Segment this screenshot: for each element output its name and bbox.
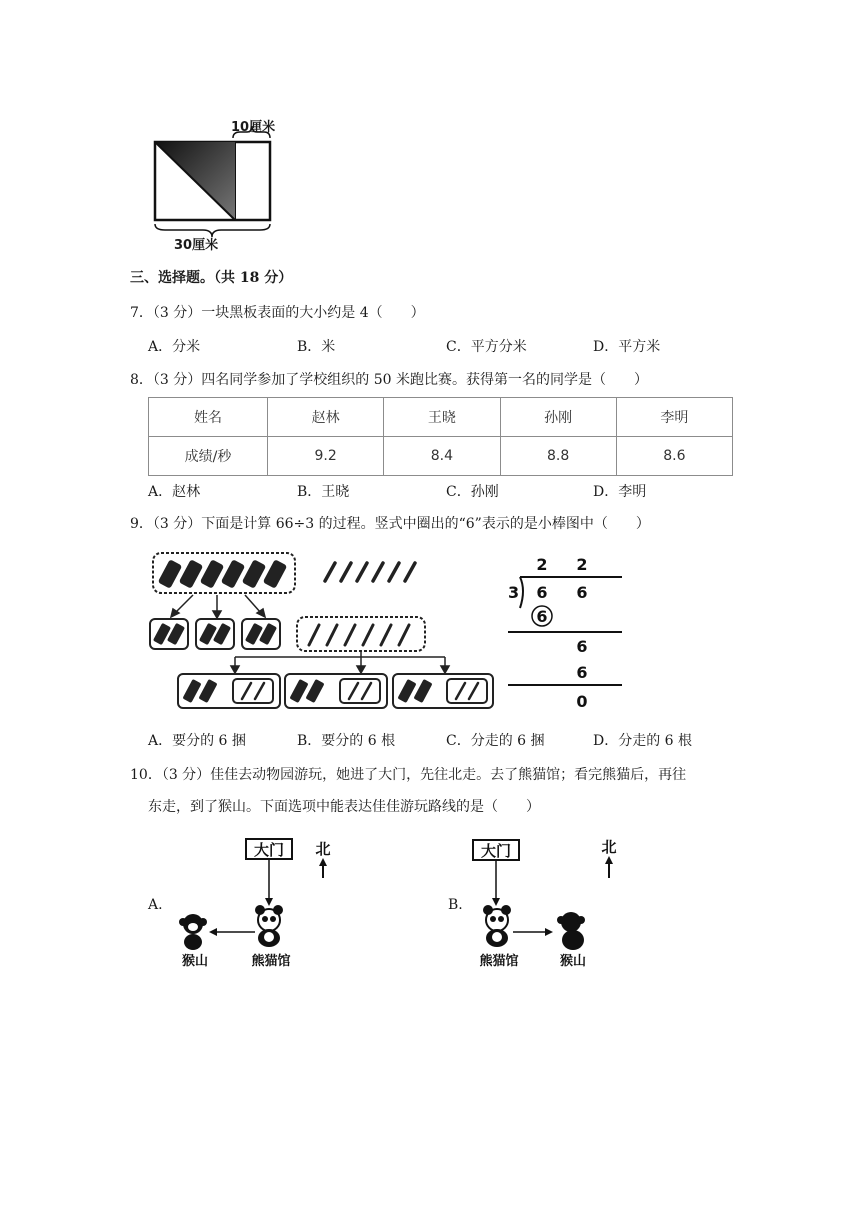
q10-option-a-letter[interactable]: A. (148, 897, 163, 913)
table-row (149, 437, 733, 476)
north-label: 北 (315, 840, 331, 858)
table-cell: 孙刚 (500, 398, 616, 437)
dividend-digit: 6 (536, 583, 548, 602)
q9-option-b[interactable]: B．要分的 6 根 (297, 733, 396, 749)
panda-label: 熊猫馆 (479, 954, 519, 969)
question-8: 8．（3 分）四名同学参加了学校组织的 50 米跑比赛。获得第一名的同学是（ ） (130, 372, 648, 388)
monkey-icon (179, 914, 207, 950)
quotient-digit: 2 (576, 555, 588, 574)
q8-option-a[interactable]: A．赵林 (148, 484, 201, 500)
question-9: 9．（3 分）下面是计算 66÷3 的过程。竖式中圈出的“6”表示的是小棒图中（ ） (130, 516, 650, 532)
route-map-a[interactable] (175, 832, 345, 972)
q7-option-c[interactable]: C．平方分米 (446, 339, 527, 355)
north-label: 北 (601, 838, 617, 856)
results-table (148, 397, 733, 476)
monkey-label: 猴山 (181, 954, 209, 969)
q8-option-c[interactable]: C．孙刚 (446, 484, 499, 500)
gate-label: 大门 (480, 842, 512, 860)
q7-option-a[interactable]: A．分米 (148, 339, 201, 355)
q10-option-b-letter[interactable]: B. (448, 897, 463, 913)
q9-option-d[interactable]: D．分走的 6 根 (593, 733, 693, 749)
gate-label: 大门 (253, 841, 285, 859)
width-label: 10厘米 (231, 120, 276, 135)
route-map-b[interactable] (467, 832, 627, 972)
table-cell: 姓名 (149, 398, 268, 437)
section-heading: 三、选择题。（共 18 分） (130, 270, 293, 286)
question-7: 7．（3 分）一块黑板表面的大小约是 4（ ） (130, 305, 425, 321)
remainder-digit: 0 (576, 692, 588, 711)
q7-option-b[interactable]: B．米 (297, 339, 336, 355)
q8-option-d[interactable]: D．李明 (593, 484, 647, 500)
monkey-icon (557, 912, 585, 950)
step-digit: 6 (576, 637, 588, 656)
question-10-line2: 东走，到了猴山。下面选项中能表达佳佳游玩路线的是（ ） (148, 799, 540, 815)
table-cell: 9.2 (268, 437, 384, 476)
table-header-row (149, 398, 733, 437)
table-cell: 王晓 (384, 398, 500, 437)
table-cell: 成绩/秒 (149, 437, 268, 476)
quotient-digit: 2 (536, 555, 548, 574)
table-cell: 赵林 (268, 398, 384, 437)
stick-diagram (145, 545, 495, 715)
panda-icon (483, 905, 511, 947)
dividend-digit: 6 (576, 583, 588, 602)
circled-digit: 6 (536, 607, 548, 626)
step-digit: 6 (576, 663, 588, 682)
q7-option-d[interactable]: D．平方米 (593, 339, 661, 355)
long-division (500, 550, 630, 715)
length-label: 30厘米 (174, 238, 219, 253)
table-cell: 李明 (616, 398, 732, 437)
question-10: 10．（3 分）佳佳去动物园游玩，她进了大门，先往北走。去了熊猫馆；看完熊猫后，再往 (130, 767, 687, 783)
monkey-label: 猴山 (559, 954, 587, 969)
q8-option-b[interactable]: B．王晓 (297, 484, 350, 500)
q9-option-c[interactable]: C．分走的 6 捆 (446, 733, 545, 749)
table-cell: 8.4 (384, 437, 500, 476)
panda-label: 熊猫馆 (251, 954, 291, 969)
divisor: 3 (508, 583, 520, 602)
panda-icon (255, 905, 283, 947)
table-cell: 8.8 (500, 437, 616, 476)
q9-option-a[interactable]: A．要分的 6 捆 (148, 733, 246, 749)
table-cell: 8.6 (616, 437, 732, 476)
